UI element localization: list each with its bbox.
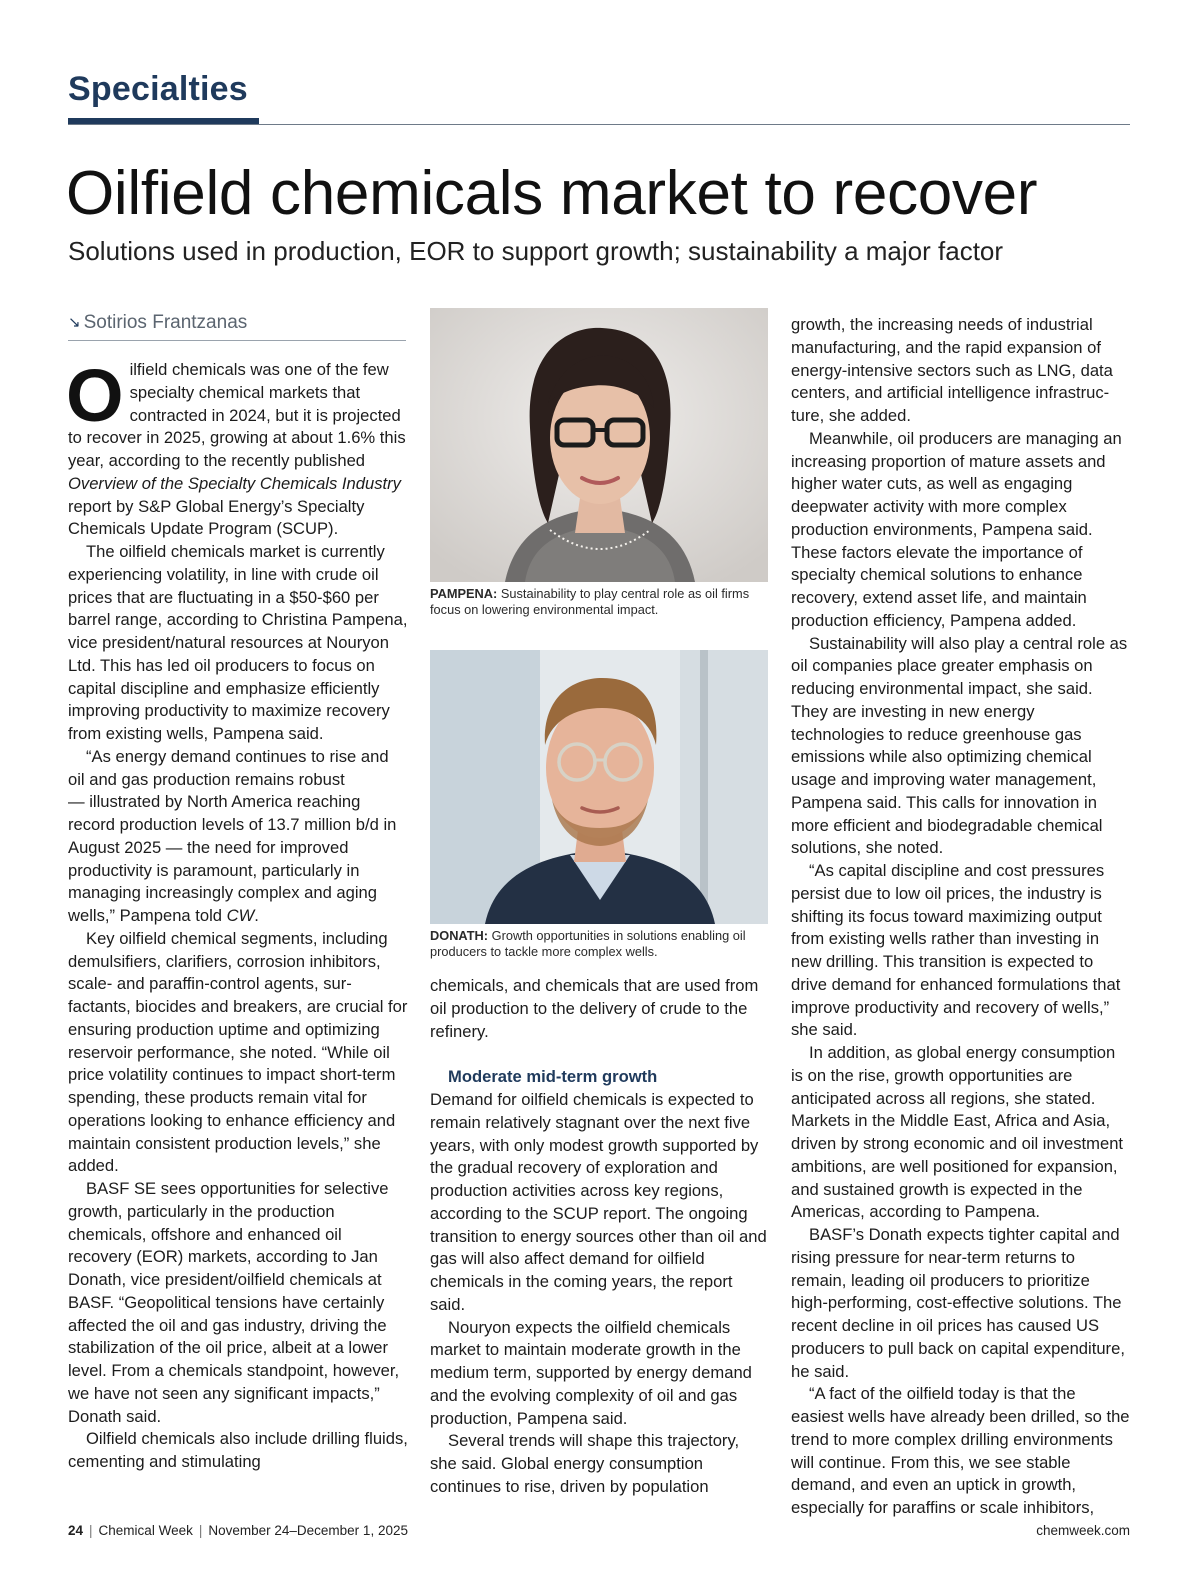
separator: | [89, 1523, 93, 1538]
paragraph [66, 354, 408, 541]
section-label: Specialties [68, 70, 248, 108]
issue-date: November 24–December 1, 2025 [208, 1523, 408, 1538]
paragraph: BASF SE sees opportunities for selective growth, particularly in the production chemicals, offshore and enhanced oil recovery (EOR) markets, according to Jan Donath, vice president/oilfield chemicals at BASF. “Geopolitical tensions have certainly affected the oil and gas industry, driving the stabilization of the oil price, albeit at a lower level. From a chemicals standpoint, however, we have not seen any significant impacts,” Donath said. [68, 1179, 400, 1426]
publication-name: CW [226, 906, 255, 925]
paragraph: growth, the increasing needs of industrial manufacturing, and the rapid expansion of energy-intensive sectors such as LNG, data centers, and artificial intelligence infrastructure, she added. [791, 315, 1113, 425]
caption-donath [430, 928, 770, 960]
paragraph: The oilfield chemicals market is currently experiencing volatility, in line with crude oil prices that are fluctuating in a $50-$60 per barrel range, according to Christina Pampena, vice president/natural resources at Nouryon Ltd. This has led oil producers to focus on capital discipline and emphasize efficiently improving productivity to maximize recovery from existing wells, Pampena said. [68, 542, 408, 743]
paragraph: BASF’s Donath expects tighter capital and rising pressure for near-term returns to remain, leading oil producers to prioritize high-performing, cost-effective solutions. The recent decline in oil prices has caused US producers to pull back on capital expenditure, he said. [791, 1225, 1125, 1381]
paragraph: Sustainability will also play a central role as oil companies place greater emphasis on reducing environmental impact, she said. They are investing in new energy technologies to reduce greenhouse gas emissions while also optimizing chemical usage and improving water management, Pampena said. This calls for innovation in more efficient and biodegradable chemical solutions, she noted. [791, 633, 1128, 858]
paragraph: “As capital discipline and cost pressures persist due to low oil prices, the industry is shifting its focus toward maximizing output from existing wells rather than investing in new drilling. This transition is expected to drive demand for enhanced formulations that improve productivity and recovery of wells,” she said. [791, 861, 1121, 1040]
portrait-man-icon [430, 650, 768, 924]
publication-name: Chemical Week [98, 1523, 193, 1538]
portrait-woman-icon [430, 308, 768, 582]
paragraph-text: report by S&P Global Energy’s Specialty Chemicals Update Program (SCUP). [68, 496, 365, 539]
paragraph-text: “As energy demand continues to rise and oil and gas production remains robust — illustrated by North America reaching record production levels of 13.7 million b/d in August 2025 — the need for improved productivity is paramount, particularly in managing increasingly complex and aging wells,” Pampena told [68, 746, 397, 925]
footer-folio [68, 1523, 408, 1538]
report-title: Overview of the Specialty Chemicals Industry [68, 473, 401, 493]
separator: | [198, 1523, 203, 1538]
byline-author: Sotirios Frantzanas [83, 312, 248, 333]
paragraph: In addition, as global energy consumption is on the rise, growth opportunities are anticipated across all regions, she stated. Markets in the Middle East, Africa and Asia, driven by strong economic and oil investment ambitions, are well positioned for expansion, and sustained growth is expected in the Americas, according to Pampena. [791, 1043, 1124, 1222]
caption-pampena [430, 586, 770, 618]
column-2 [430, 975, 770, 1499]
caption-name: DONATH: [430, 928, 489, 943]
caption-text: Sustainability to play central role as oil firms focus on lowering environmental impact. [430, 586, 750, 617]
paragraph: Key oilfield chemical segments, including demulsifiers, clarifiers, corrosion inhibitors, scale- and paraffin-control agents, surfactants, biocides and breakers, are crucial for ensuring production uptime and optimizing reservoir performance, she noted. “While oil price volatility continues to impact short-term spending, these products remain vital for operations looking to enhance efficiency and maintain consistent production levels,” she added. [68, 928, 408, 1176]
page-number: 24 [68, 1523, 84, 1538]
photo-donath [430, 650, 768, 924]
caption-name: PAMPENA: [430, 586, 498, 601]
paragraph-text: . [254, 906, 259, 925]
photo-pampena [430, 308, 768, 582]
paragraph: Nouryon expects the oilfield chemicals market to maintain moderate growth in the medium term, supported by energy demand and the evolving complexity of oil and gas production, Pampena said. [430, 1317, 752, 1428]
deck: Solutions used in production, EOR to support growth; sustainability a major factor [68, 236, 1004, 266]
section-rule [68, 124, 1130, 125]
footer-site[interactable]: chemweek.com [1036, 1523, 1130, 1538]
subhead: Moderate mid-term growth [448, 1067, 658, 1087]
paragraph: “A fact of the oilfield today is that the easiest wells have already been drilled, so the trend to more complex drilling environments will continue. From this, we see stable demand, and even an uptick in growth, especially for paraffins or scale inhibitors, [791, 1384, 1130, 1517]
paragraph: Meanwhile, oil producers are managing an increasing proportion of mature assets and higher water cuts, as well as engaging deepwater activity with more complex production environments, Pampena said. These factors elevate the importance of specialty chemical solutions to enhance recovery, extend asset life, and maintain production efficiency, Pampena added. [791, 428, 1122, 630]
paragraph: Oilfield chemicals also include drilling fluids, cementing and stimulating [68, 1429, 408, 1471]
paragraph: Demand for oilfield chemicals is expected to remain relatively stagnant over the next five years, with only modest growth supported by the gradual recovery of exploration and production activities across key regions, according to the SCUP report. The ongoing transition to energy sources other than oil and gas will also affect demand for oilfield chemicals in the coming years, the report said. [430, 1090, 767, 1314]
paragraph-text: ilfield chemicals was one of the few specialty chemical markets that contracted in 2024, but it is projected to recover in 2025, growing at about 1.6% this year, according to the recently published [68, 360, 406, 470]
column-1 [66, 354, 408, 1474]
paragraph [68, 746, 408, 928]
arrow-icon: ↘ [68, 314, 81, 331]
drop-cap: O [66, 354, 124, 437]
column-3 [791, 314, 1131, 1520]
paragraph: chemicals, and chemicals that are used from oil production to the delivery of crude to the refinery. [430, 976, 759, 1041]
headline: Oilfield chemicals market to recover [66, 159, 1038, 228]
paragraph: Several trends will shape this trajectory, she said. Global energy consumption continues to rise, driven by population [430, 1431, 740, 1496]
byline [68, 312, 406, 341]
caption-text: Growth opportunities in solutions enabling oil producers to tackle more complex wells. [430, 928, 746, 959]
